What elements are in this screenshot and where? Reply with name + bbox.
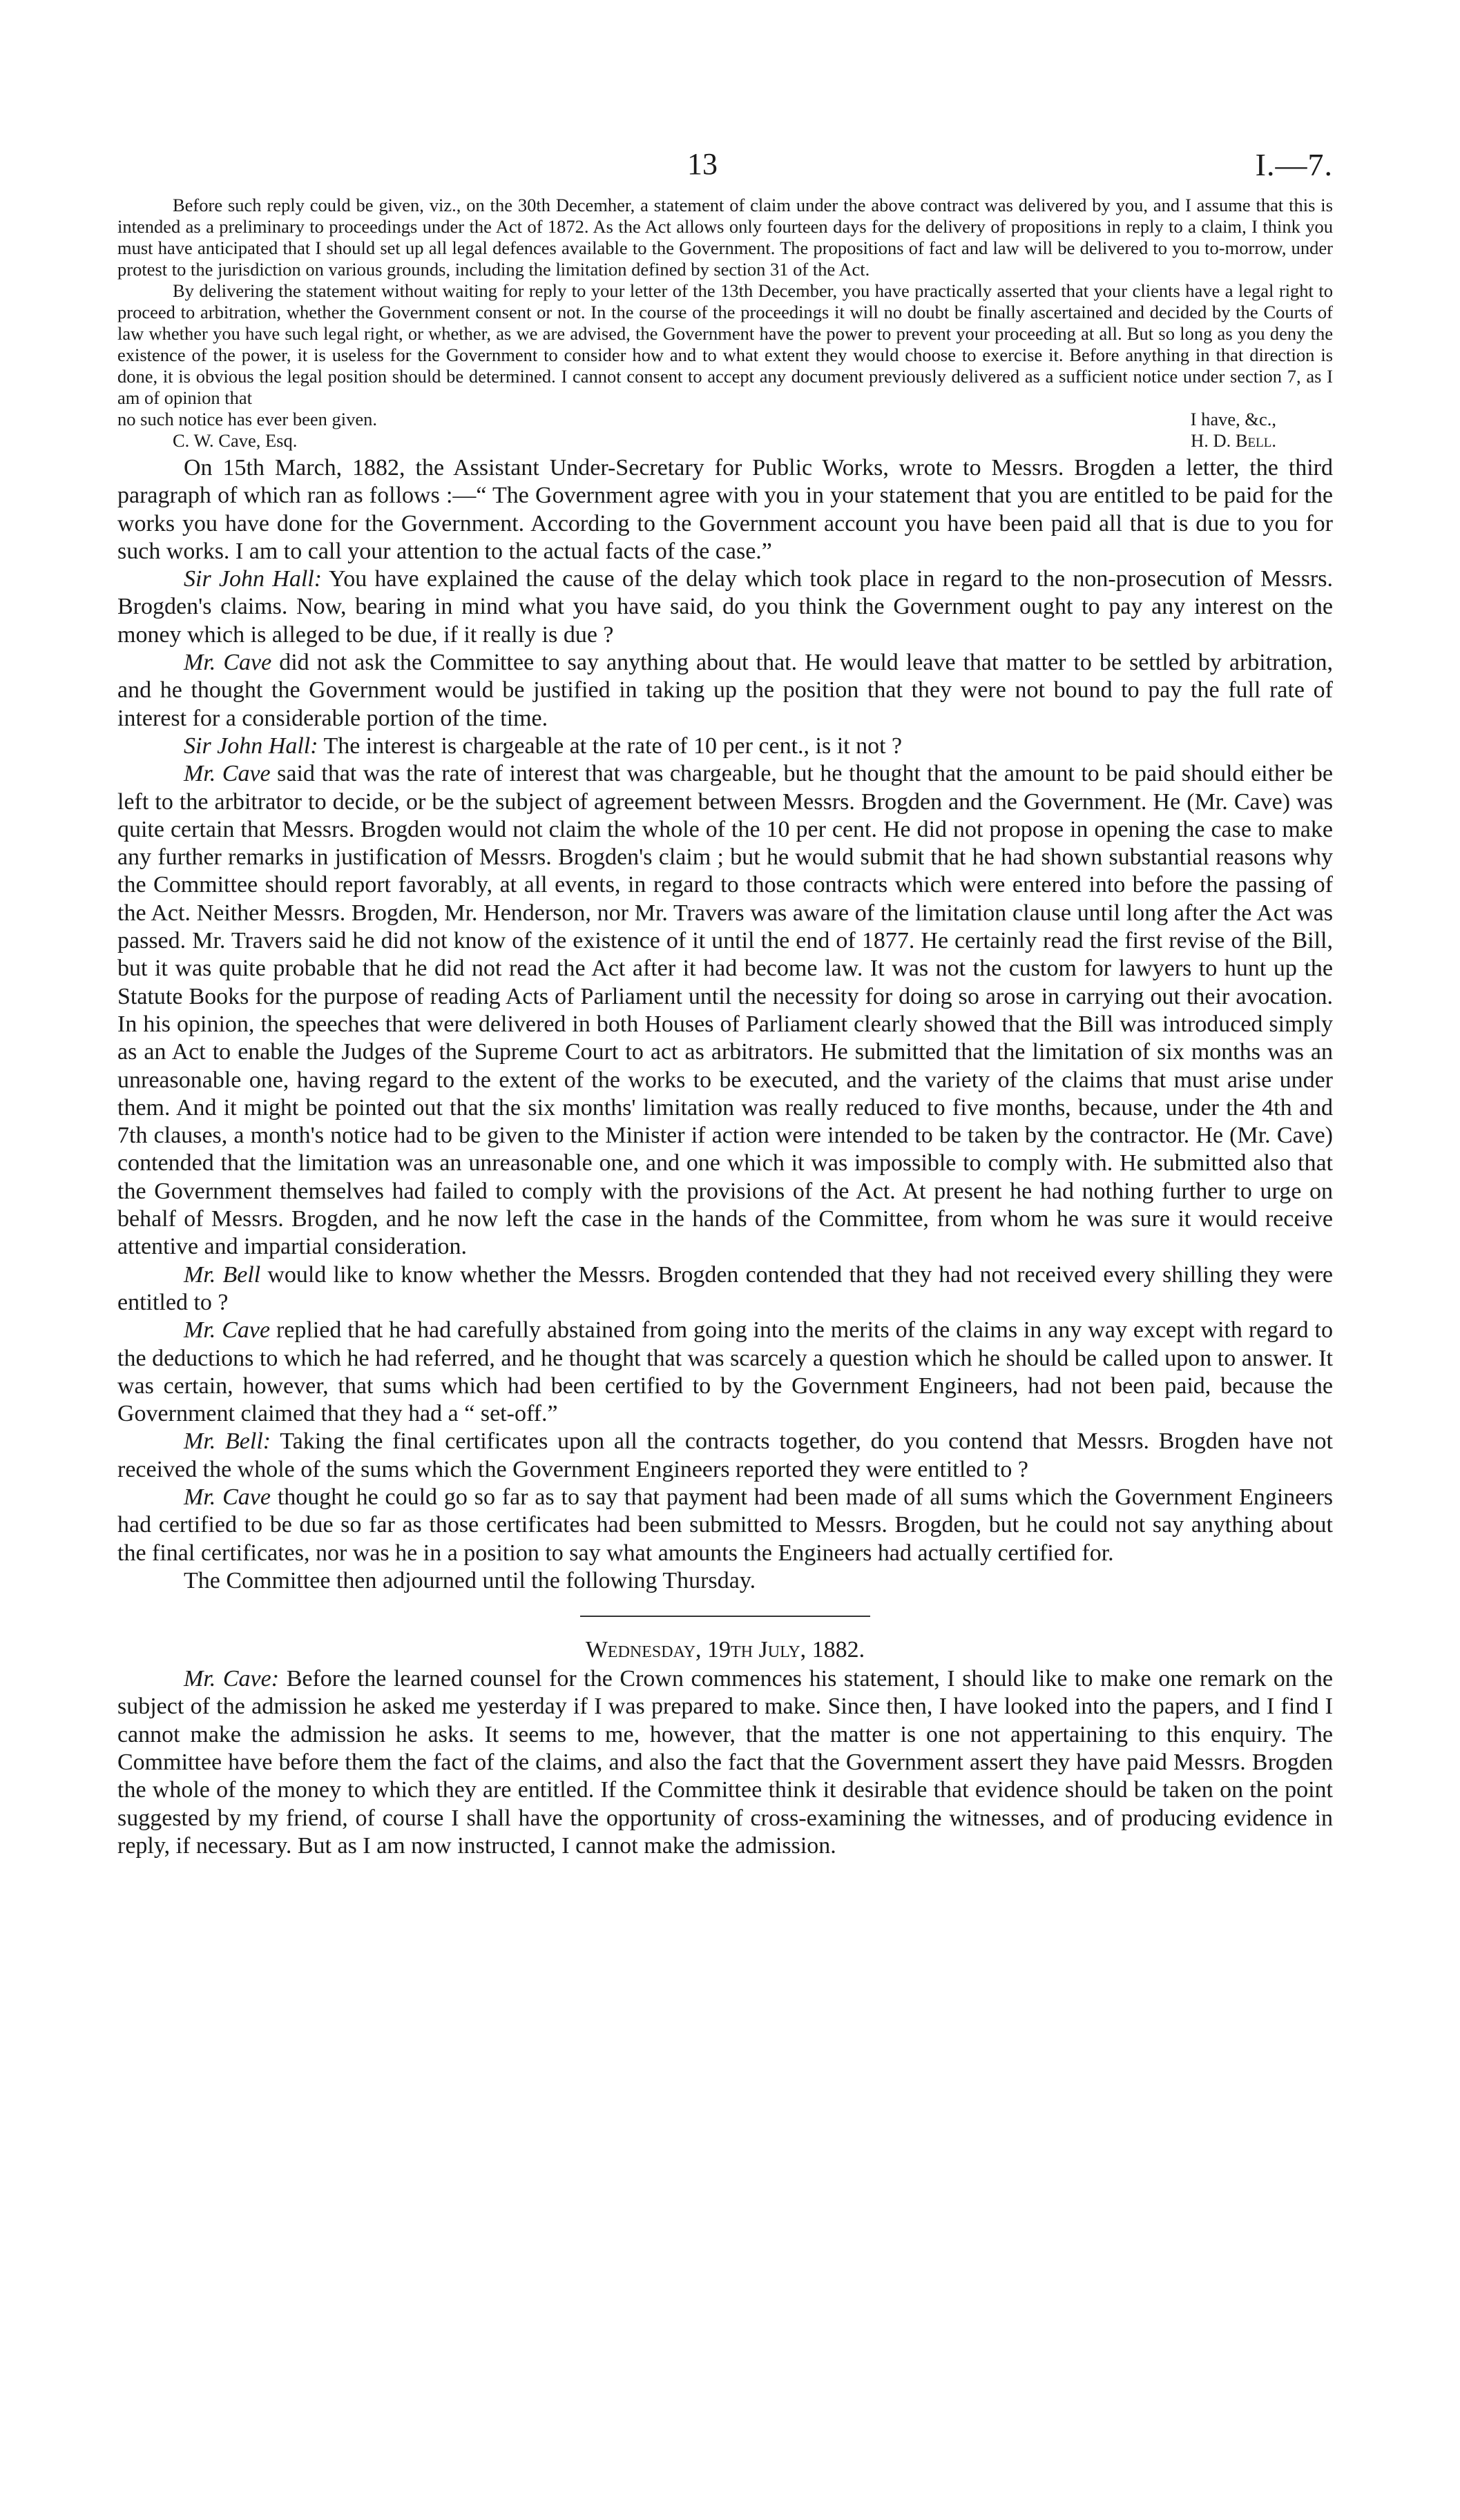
body-paragraph: Mr. Bell: Taking the final certificates upon all the contracts together, do you contend that Messrs. Brogden have not received the whole of the sums which the Government Engineers reported they were entitled to ? [117, 1428, 1333, 1482]
speaker-name: Mr. Cave: [184, 1666, 280, 1692]
speaker-name: Sir John Hall: [184, 733, 318, 759]
section-body [117, 1665, 1333, 1860]
speaker-name: Mr. Bell: [184, 1428, 271, 1455]
speaker-name: Sir John Hall: [184, 566, 323, 592]
body-paragraph: Mr. Cave thought he could go so far as to say that payment had been made of all sums which the Government Engineers had certified to be due so far as those certificates had been submitted to Messrs. Brogden, but he could not say anything about the final certificates, nor was he in a position to say what amounts the Engineers had actually certified for. [117, 1484, 1333, 1566]
letter-signature-line [117, 430, 1333, 452]
speaker-name: Mr. Cave [184, 650, 272, 676]
speaker-name: Mr. Bell [184, 1261, 261, 1288]
letter-paragraph: Before such reply could be given, viz., on the 30th Decemher, a statement of claim under the above contract was delivered by you, and I assume that this is intended as a preliminary to proceedings under the Act of 1872. As the Act allows only fourteen days for the delivery of propositions in reply to a claim, I think you must have anticipated that I should set up all legal defences available to the Government. The propositions of fact and law will be delivered to you to-morrow, under protest to the jurisdiction on various grounds, including the limitation defined by section 31 of the Act. [117, 195, 1333, 280]
body-paragraph: Mr. Bell would like to know whether the Messrs. Brogden contended that they had not received every shilling they were entitled to ? [117, 1261, 1333, 1315]
letter-closing: I have, &c., [1190, 409, 1276, 429]
document-page [117, 146, 1333, 1860]
section-divider [580, 1616, 870, 1617]
page-number: 13 [687, 147, 718, 181]
body-paragraph: Sir John Hall: The interest is chargeable at the rate of 10 per cent., is it not ? [184, 733, 903, 759]
letter-signature: H. D. Bell. [1191, 430, 1276, 451]
body-paragraph: Sir John Hall: You have explained the cause of the delay which took place in regard to the non-prosecution of Messrs. Brogden's claims. Now, bearing in mind what you have said, do you think the Government ought to pay any interest on the money which is alleged to be due, if it really is due ? [117, 566, 1333, 648]
letter-addressee: C. W. Cave, Esq. [173, 430, 298, 451]
body-paragraph: On 15th March, 1882, the Assistant Under-Secretary for Public Works, wrote to Messrs. Brogden a letter, the third paragraph of which ran as follows :—“ The Government agree with you in your statement that you are entitled to be paid for the works you have done for the Government. According to the Government account you have been paid all that is due to you for such works. I am to call your attention to the actual facts of the case.” [117, 455, 1333, 564]
body-paragraph: Mr. Cave did not ask the Committee to say anything about that. He would leave that matter to be settled by arbitration, and he thought the Government would be justified in taking up the position that they were not bound to pay the full rate of interest for a considerable portion of the time. [117, 650, 1333, 731]
section-date-heading: Wednesday, 19th July, 1882. [585, 1637, 865, 1663]
letter-paragraph: By delivering the statement without waiting for reply to your letter of the 13th December, you have practically asserted that your clients have a legal right to proceed to arbitration, whether the Government consent or not. In the course of the proceedings it will no doubt be finally ascertained and decided by the Courts of law whether you have such legal right, or whether, as we are advised, the Government have the power to prevent your proceeding at all. But so long as you deny the existence of the power, it is useless for the Government to consider how and to what extent they would choose to exercise it. Before anything in that direction is done, it is obvious the legal position should be determined. I cannot consent to accept any document previously delivered as a sufficient notice under section 7, as I am of opinion that [117, 280, 1333, 408]
speaker-name: Mr. Cave [184, 761, 271, 787]
speaker-name: Mr. Cave [184, 1484, 271, 1510]
quoted-letter [117, 195, 1333, 452]
paper-reference: I.—7. [1255, 147, 1333, 182]
body-paragraph: The Committee then adjourned until the following Thursday. [184, 1567, 756, 1593]
speaker-name: Mr. Cave [184, 1317, 271, 1344]
body-paragraph: Mr. Cave said that was the rate of interest that was chargeable, but he thought that the amount to be paid should either be left to the arbitrator to decide, or be the subject of agreement between Messrs. Brogden and the Government. He (Mr. Cave) was quite certain that Messrs. Brogden would not claim the whole of the 10 per cent. He did not propose in opening the case to make any further remarks in justification of Messrs. Brogden's claim ; but he would submit that he had shown substantial reasons why the Committee should report favorably, at all events, in regard to those contracts which were entered into before the passing of the Act. Neither Messrs. Brogden, Mr. Henderson, nor Mr. Travers was aware of the limitation clause until long after the Act was passed. Mr. Travers said he did not know of the existence of it until the end of 1877. He certainly read the first revise of the Bill, but it was quite probable that he did not read the Act after it had become law. It was not the custom for lawyers to hunt up the Statute Books for the purpose of reading Acts of Parliament until the necessity for doing so arose in carrying out their avocation. In his opinion, the speeches that were delivered in both Houses of Parliament clearly showed that the Bill was introduced simply as an Act to enable the Judges of the Supreme Court to act as arbitrators. He submitted that the limitation of six months was an unreasonable one, having regard to the extent of the works to be executed, and the variety of the claims that must arise under them. And it might be pointed out that the six months' limitation was really reduced to five months, because, under the 4th and 7th clauses, a month's notice had to be given to the Minister if action were intended to be taken by the contractor. He (Mr. Cave) contended that the limitation was an unreasonable one, and one which it was impossible to comply with. He submitted also that the Government themselves had failed to comply with the provisions of the Act. At present he had nothing further to urge on behalf of Messrs. Brogden, and he now left the case in the hands of the Committee, from whom he was sure it would receive attentive and impartial consideration. [117, 761, 1334, 1260]
letter-final-line: no such notice has ever been given. [117, 409, 378, 429]
body-paragraph: Mr. Cave: Before the learned counsel for the Crown commences his statement, I should like to make one remark on the subject of the admission he asked me yesterday if I was prepared to make. Since then, I have looked into the papers, and I find I cannot make the admission he asks. It seems to me, however, that the matter is one not appertaining to this enquiry. The Committee have before them the fact of the claims, and also the fact that the Government assert they have paid Messrs. Brogden the whole of the money to which they are entitled. If the Committee think it desirable that evidence should be taken on the point suggested by my friend, of course I shall have the opportunity of cross-examining the witnesses, and of producing evidence in reply, if necessary. But as I am now instructed, I cannot make the admission. [117, 1666, 1334, 1859]
body-paragraph: Mr. Cave replied that he had carefully abstained from going into the merits of the claims in any way except with regard to the deductions to which he had referred, and he thought that was scarcely a question which he should be called upon to answer. It was certain, however, that sums which had been certified to by the Government Engineers, had not been paid, because the Government claimed that they had a “ set-off.” [117, 1317, 1333, 1427]
proceedings-body [117, 454, 1333, 1595]
page-header [117, 146, 1333, 195]
letter-closing-line [117, 409, 1333, 430]
